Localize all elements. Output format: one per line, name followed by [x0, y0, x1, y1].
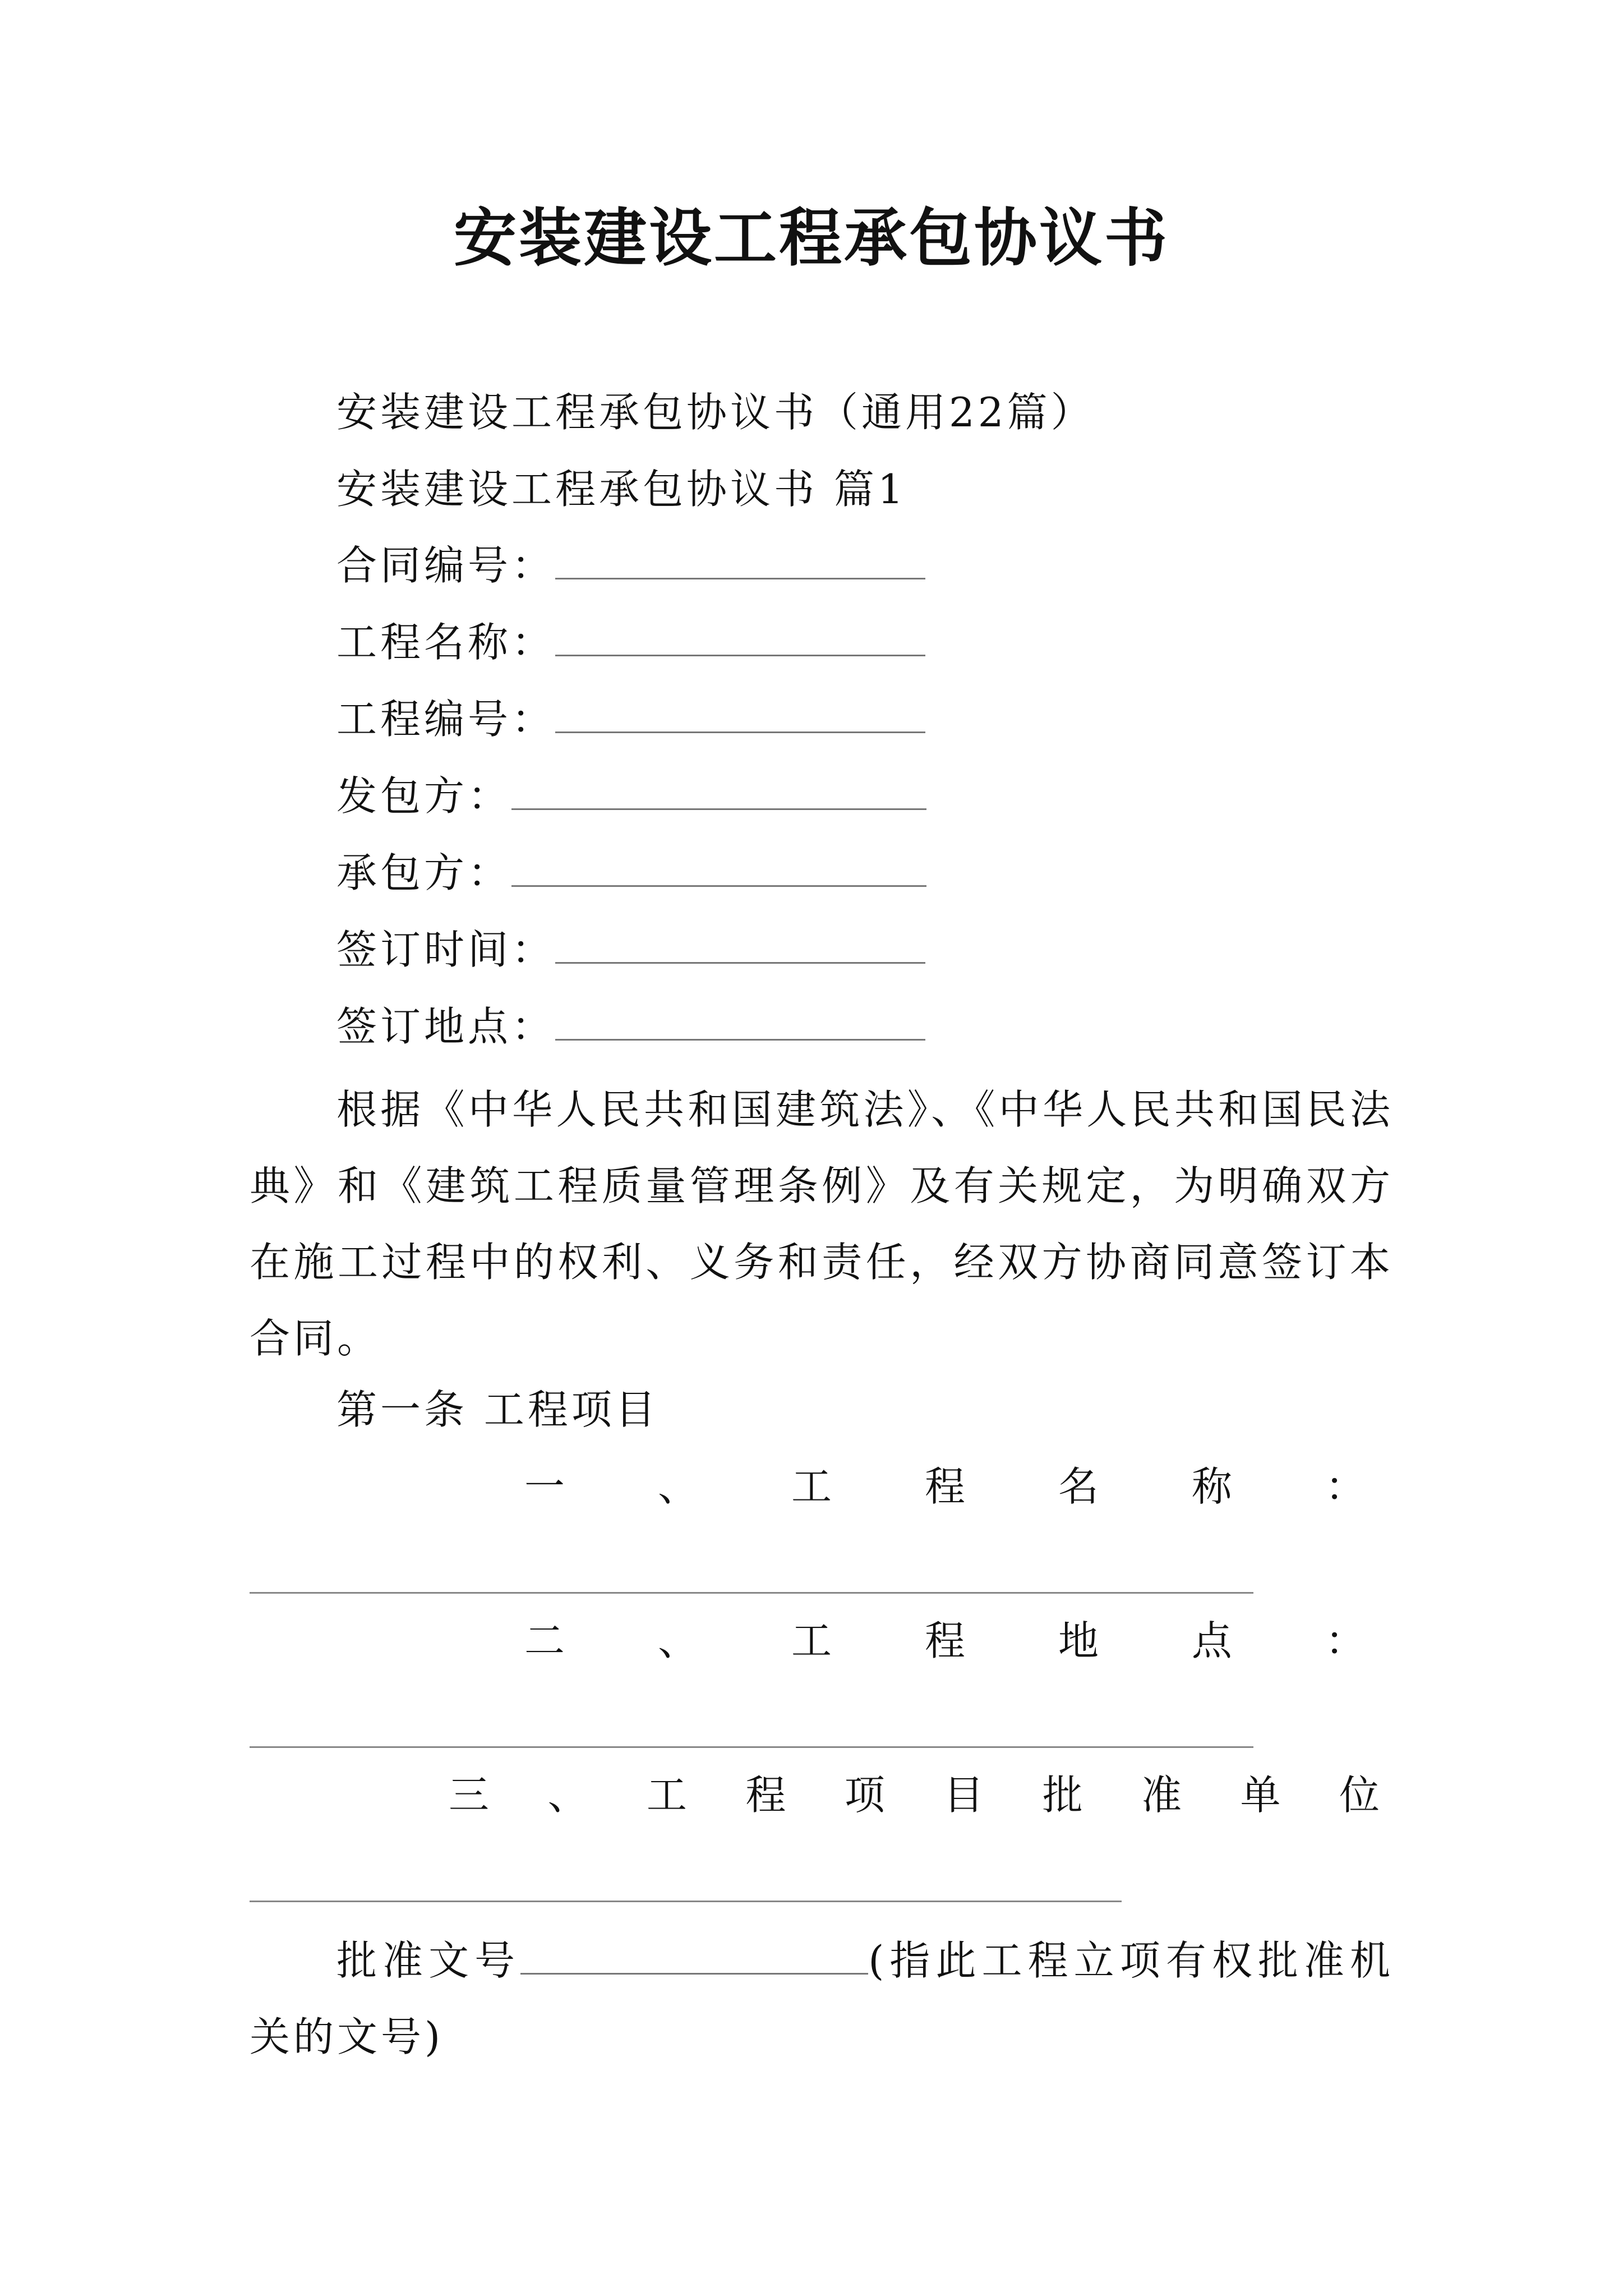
item2-label: [524, 1616, 1366, 1666]
field-label: 工程名称：: [336, 619, 556, 666]
field-signing-place: [336, 1001, 925, 1052]
char: 工: [646, 1772, 687, 1819]
char: 二: [524, 1617, 565, 1664]
blank-underline: [555, 925, 925, 964]
field-label: 签订地点：: [336, 1003, 556, 1050]
blank-underline: [250, 1901, 1122, 1902]
char: 名: [1058, 1463, 1099, 1510]
char: 一: [524, 1463, 565, 1510]
field-label: 签订时间：: [336, 926, 556, 973]
field-label: 合同编号：: [336, 542, 556, 589]
preamble-paragraph: 根据《中华人民共和国建筑法》、《中华人民共和国民法典》和《建筑工程质量管理条例》及有关规定，为明确双方在施工过程中的权利、义务和责任，经双方协商同意签订本合同。: [250, 1086, 1394, 1362]
char: 位: [1339, 1772, 1380, 1819]
field-label: 承包方：: [336, 849, 512, 896]
field-contract-number: [336, 540, 925, 591]
blank-underline: [555, 618, 925, 656]
field-contractor: [336, 848, 926, 898]
field-signing-time: [336, 924, 925, 975]
char: 工: [791, 1463, 832, 1510]
field-project-name: [336, 617, 925, 668]
char: 批: [1042, 1772, 1083, 1819]
char: 工: [791, 1617, 832, 1664]
section-heading: 安装建设工程承包协议书 篇1: [336, 466, 907, 513]
char: 称: [1191, 1463, 1232, 1510]
char: 单: [1240, 1772, 1281, 1819]
char: ：: [1325, 1463, 1366, 1510]
document-subtitle: 安装建设工程承包协议书（通用22篇）: [336, 389, 1095, 436]
article1-heading: 第一条 工程项目: [336, 1386, 659, 1433]
char: 点: [1191, 1617, 1232, 1664]
blank-underline: [555, 694, 925, 733]
blank-underline: [520, 1936, 868, 1975]
blank-underline: [555, 541, 925, 579]
approval-note: (指此工程立项有权批准机关的文号): [250, 1937, 1394, 2060]
char: 、: [547, 1772, 588, 1819]
item1-label: [524, 1461, 1366, 1512]
char: 程: [924, 1617, 965, 1664]
char: 程: [924, 1463, 965, 1510]
char: 、: [657, 1463, 698, 1510]
blank-underline: [250, 1746, 1253, 1748]
blank-underline: [511, 848, 926, 887]
field-employer: [336, 771, 926, 821]
char: 地: [1058, 1617, 1099, 1664]
blank-underline: [250, 1592, 1253, 1594]
char: 三: [449, 1772, 490, 1819]
char: 准: [1141, 1772, 1182, 1819]
document-title: 安装建设工程承包协议书: [454, 201, 1169, 275]
approval-label: 批准文号: [336, 1937, 521, 1984]
field-label: 发包方：: [336, 772, 512, 820]
char: 项: [844, 1772, 885, 1819]
item3-label: [449, 1770, 1380, 1820]
char: 、: [657, 1617, 698, 1664]
char: 程: [745, 1772, 786, 1819]
field-project-number: [336, 694, 925, 744]
char: 目: [943, 1772, 984, 1819]
blank-underline: [511, 771, 926, 810]
char: ：: [1325, 1617, 1366, 1664]
approval-paragraph: [250, 1922, 1394, 2075]
blank-underline: [555, 1002, 925, 1041]
field-label: 工程编号：: [336, 696, 556, 743]
